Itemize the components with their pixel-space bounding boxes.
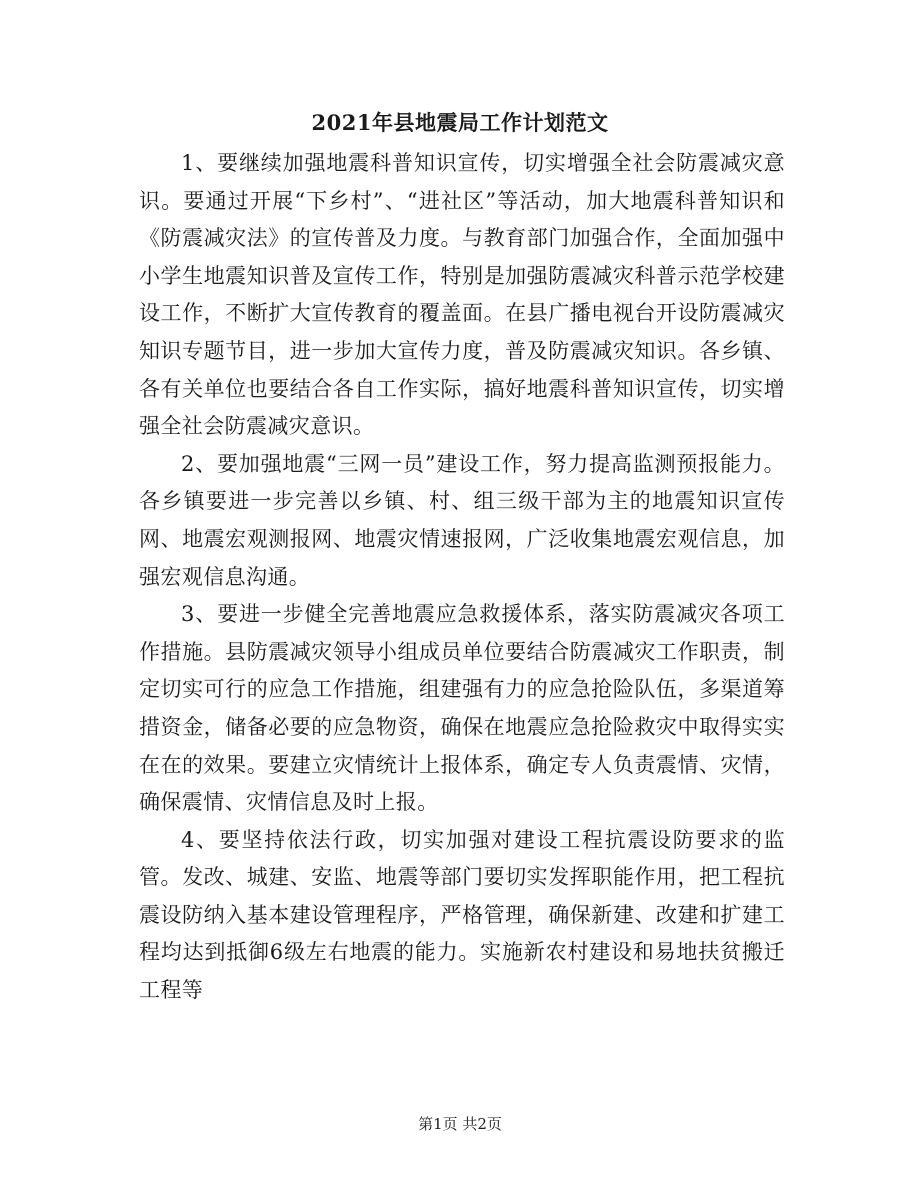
paragraph-3: 3、要进一步健全完善地震应急救援体系，落实防震减灾各项工作措施。县防震减灾领导小组成员单位要结合防震减灾工作职责，制定切实可行的应急工作措施，组建强有力的应急抢险队伍，多渠道筹措资金，储备必要的应急物资，确保在地震应急抢险救灾中取得实实在在的效果。要建立灾情统计上报体系，确定专人负责震情、灾情，确保震情、灾情信息及时上报。 [139, 602, 785, 815]
page-number-footer: 第1页 共2页 [418, 1115, 502, 1133]
paragraph-1: 1、要继续加强地震科普知识宣传，切实增强全社会防震减灾意识。要通过开展“下乡村”、“进社区”等活动，加大地震科普知识和《防震减灾法》的宣传普及力度。与教育部门加强合作，全面加强中小学生地震知识普及宣传工作，特别是加强防震减灾科普示范学校建设工作，不断扩大宣传教育的覆盖面。在县广播电视台开设防震减灾知识专题节目，进一步加大宣传力度，普及防震减灾知识。各乡镇、各有关单位也要结合各自工作实际，搞好地震科普知识宣传，切实增强全社会防震减灾意识。 [139, 151, 785, 439]
paragraph-2: 2、要加强地震“三网一员”建设工作，努力提高监测预报能力。各乡镇要进一步完善以乡镇、村、组三级干部为主的地震知识宣传网、地震宏观测报网、地震灾情速报网，广泛收集地震宏观信息，加强宏观信息沟通。 [139, 451, 785, 589]
paragraph-4: 4、要坚持依法行政，切实加强对建设工程抗震设防要求的监管。发改、城建、安监、地震等部门要切实发挥职能作用，把工程抗震设防纳入基本建设管理程序，严格管理，确保新建、改建和扩建工程均达到抵御6级左右地震的能力。实施新农村建设和易地扶贫搬迁工程等 [139, 827, 785, 1003]
document-body [139, 145, 785, 1010]
document-title: 2021年县地震局工作计划范文 [311, 110, 609, 135]
